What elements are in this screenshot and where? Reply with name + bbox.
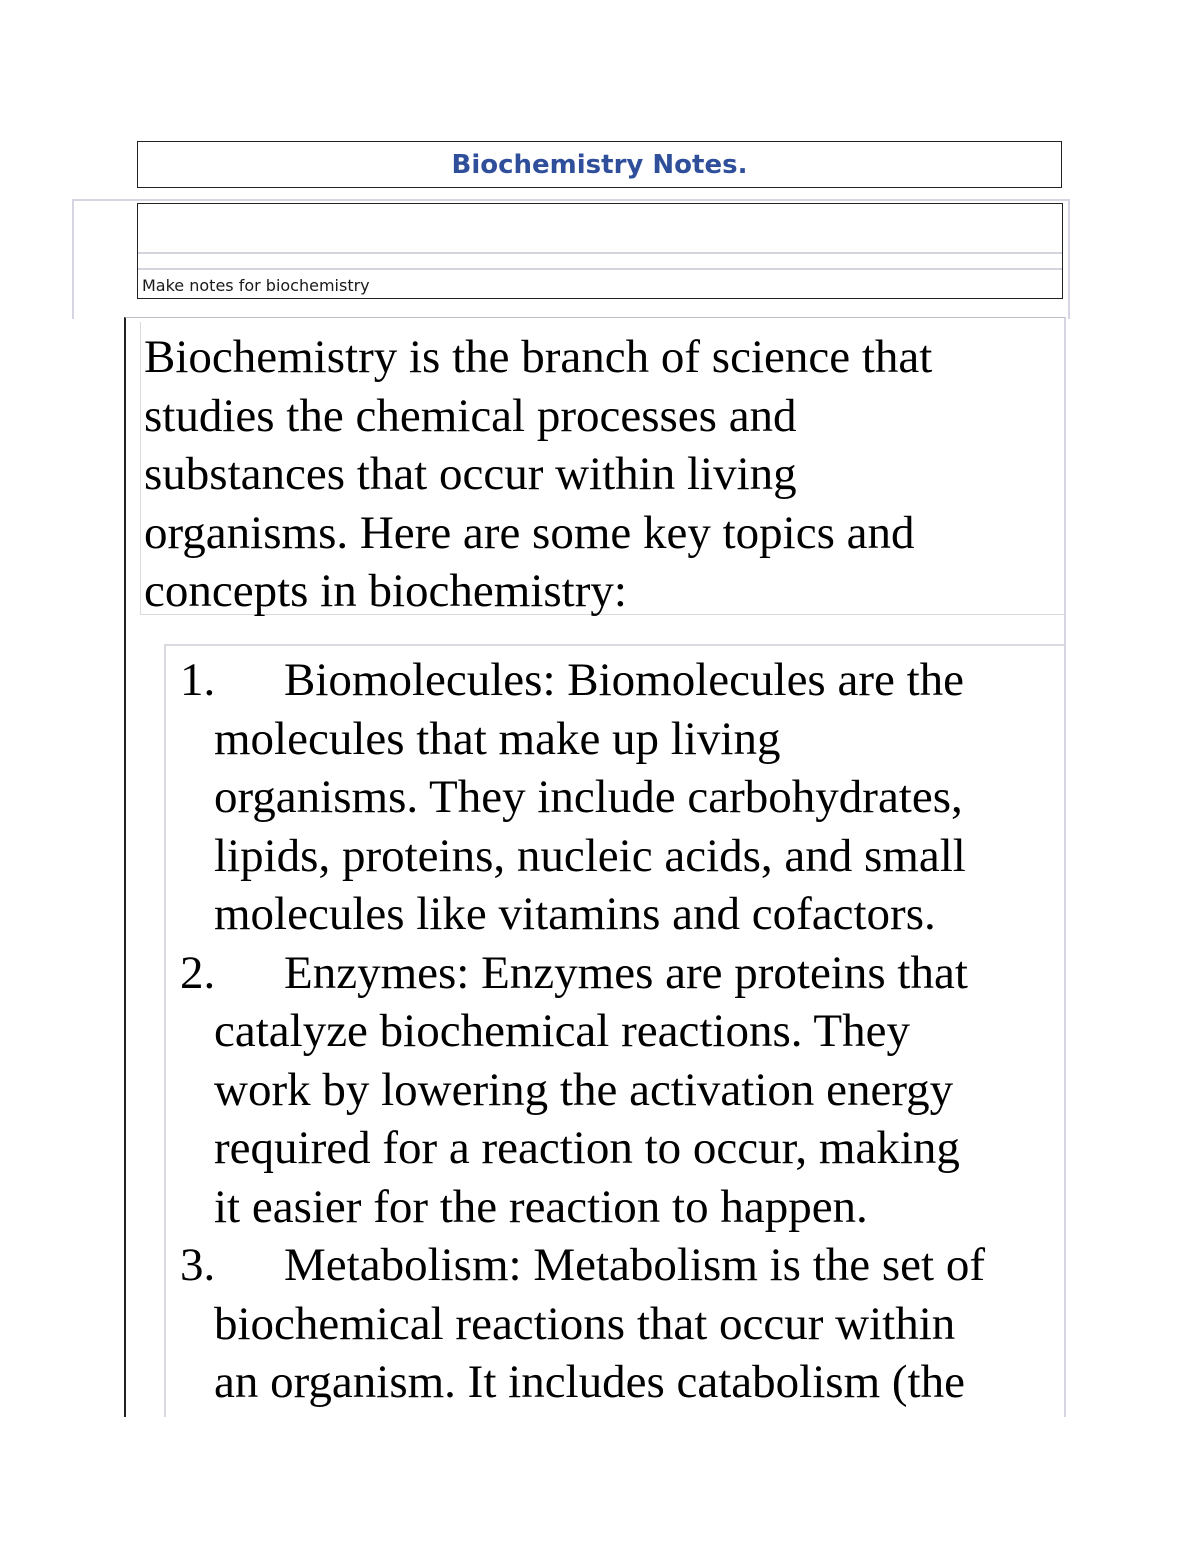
topics-list (164, 644, 1065, 1417)
notes-content (124, 317, 1066, 1417)
rule-divider (138, 268, 1062, 270)
list-number: 1. (180, 654, 216, 706)
list-line: molecules that make up living (214, 712, 781, 765)
list-number: 3. (180, 1239, 216, 1291)
intro-line: substances that occur within living (144, 448, 797, 500)
list-number: 2. (180, 946, 216, 999)
list-line: Biomolecules: Biomolecules are the (284, 654, 965, 706)
prompt-text: Make notes for biochemistry (142, 276, 370, 295)
list-line: organisms. They include carbohydrates, (214, 771, 963, 823)
list-item-metabolism (166, 1236, 1065, 1412)
list-line: biochemical reactions that occur within (214, 1297, 956, 1350)
list-item-biomolecules (166, 651, 1065, 944)
intro-line: studies the chemical processes and (144, 389, 797, 442)
list-line: molecules like vitamins and cofactors. (214, 888, 936, 940)
intro-line: organisms. Here are some key topics and (144, 506, 915, 559)
list-line: work by lowering the activation energy (214, 1063, 954, 1116)
list-line: lipids, proteins, nucleic acids, and small (214, 829, 966, 882)
intro-paragraph-box (140, 322, 1065, 615)
intro-line: Biochemistry is the branch of science that (144, 331, 933, 383)
list-line: an organism. It includes catabolism (the (214, 1356, 965, 1408)
document-title: Biochemistry Notes. (137, 141, 1062, 188)
list-line: Enzymes: Enzymes are proteins that (284, 946, 968, 999)
rule-divider (138, 252, 1062, 254)
prompt-box (137, 203, 1063, 299)
list-line: Metabolism: Metabolism is the set of (284, 1239, 986, 1291)
intro-paragraph (141, 322, 1064, 621)
intro-line: concepts in biochemistry: (144, 565, 627, 617)
list-line: catalyze biochemical reactions. They (214, 1005, 910, 1057)
list-line: it easier for the reaction to happen. (214, 1180, 868, 1233)
list-item-enzymes (166, 944, 1065, 1237)
list-line: required for a reaction to occur, making (214, 1122, 960, 1174)
